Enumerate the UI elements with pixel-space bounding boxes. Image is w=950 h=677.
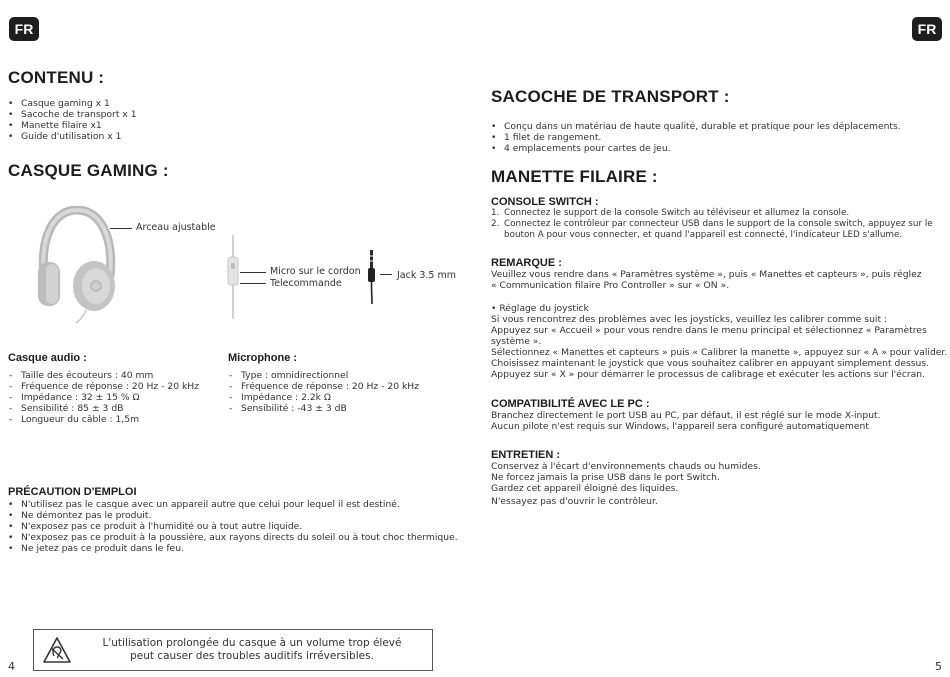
- list-item: - Taille des écouteurs : 40 mm: [8, 370, 199, 381]
- warning-line-1: L'utilisation prolongée du casque à un volume trop élevé: [102, 637, 402, 649]
- language-badge-right: FR: [912, 17, 942, 41]
- remarque-title: REMARQUE :: [491, 257, 562, 269]
- list-item: - Sensibilité : -43 ± 3 dB: [228, 403, 419, 414]
- telecommande-leader-line: [240, 283, 266, 284]
- list-item: • Sacoche de transport x 1: [8, 109, 137, 120]
- sacoche-title: SACOCHE DE TRANSPORT :: [491, 87, 730, 106]
- list-item: • N'exposez pas ce produit à l'humidité ou à tout autre liquide.: [8, 521, 458, 532]
- micro-label: Micro sur le cordon: [270, 266, 361, 277]
- list-item: • Casque gaming x 1: [8, 98, 137, 109]
- mic-cable-illustration: [224, 235, 246, 319]
- list-item: - Impédance : 2.2k Ω: [228, 392, 419, 403]
- arceau-label: Arceau ajustable: [136, 222, 216, 233]
- list-item: • N'utilisez pas le casque avec un appareil autre que celui pour lequel il est destiné.: [8, 499, 458, 510]
- remarque-text: Veuillez vous rendre dans « Paramètres système », puis « Manettes et capteurs », puis réglez « Communication filaire Pro Controller » sur « ON ».: [491, 269, 922, 291]
- console-switch-steps: [491, 208, 933, 241]
- arceau-leader-line: [110, 228, 132, 229]
- jack-label: Jack 3.5 mm: [397, 270, 457, 281]
- contenu-title: CONTENU :: [8, 68, 105, 87]
- list-item: • Manette filaire x1: [8, 120, 137, 131]
- entretien-title: ENTRETIEN :: [491, 449, 561, 461]
- page-number-right: 5: [935, 660, 942, 673]
- headset-illustration: [36, 206, 118, 324]
- casque-gaming-title: CASQUE GAMING :: [8, 161, 169, 180]
- list-item: - Sensibilité : 85 ± 3 dB: [8, 403, 199, 414]
- page-number-left: 4: [8, 660, 15, 673]
- contenu-list: [8, 98, 137, 142]
- precaution-title: PRÉCAUTION D'EMPLOI: [8, 486, 137, 498]
- list-item: - Fréquence de réponse : 20 Hz - 20 kHz: [8, 381, 199, 392]
- list-item: • Conçu dans un matériau de haute qualité, durable et pratique pour les déplacements.: [491, 121, 901, 132]
- sacoche-list: [491, 121, 901, 154]
- list-item: Connectez le contrôleur par connecteur USB dans le support de la console switch, appuyez sur le bouton A pour vous connecter, et quand l'appareil est connecté, l'indicateur LED s'allume.: [504, 219, 933, 240]
- casque-audio-specs: [8, 370, 199, 425]
- pc-text: Branchez directement le port USB au PC, par défaut, il est réglé sur le mode X-input. Aucun pilote n'est requis sur Windows, l'appareil sera configuré automatiquement: [491, 410, 881, 432]
- jack-leader-line: [380, 274, 392, 275]
- language-badge-left: FR: [9, 17, 39, 41]
- joystick-text: • Réglage du joystick Si vous rencontrez des problèmes avec les joysticks, veuillez les calibrer comme suit : Appuyez sur « Accueil » pour vous rendre dans le menu principal et sélectionnez « Paramètres système ». Sélectionnez « Manettes et capteurs » puis « Calibrer la manette », appuyez sur « A » pour valider. Choisissez maintenant le joystick que vous souhaitez calibrer en appuyant simplement dessus. Appuyez sur « X » pour démarrer le processus de calibrage et exécuter les actions sur l'écran.: [491, 303, 948, 380]
- list-item: • 1 filet de rangement.: [491, 132, 901, 143]
- manette-title: MANETTE FILAIRE :: [491, 167, 658, 186]
- list-item: - Type : omnidirectionnel: [228, 370, 419, 381]
- list-item: - Longueur du câble : 1,5m: [8, 414, 199, 425]
- list-item: • N'exposez pas ce produit à la poussière, aux rayons directs du soleil ou à tout choc thermique.: [8, 532, 458, 543]
- list-item: - Fréquence de réponse : 20 Hz - 20 kHz: [228, 381, 419, 392]
- pc-title: COMPATIBILITÉ AVEC LE PC :: [491, 398, 650, 410]
- micro-leader-line: [240, 272, 266, 273]
- hearing-warning-box: [33, 629, 433, 671]
- console-switch-title: CONSOLE SWITCH :: [491, 196, 599, 208]
- list-item: Connectez le support de la console Switch au téléviseur et allumez la console.: [504, 208, 850, 218]
- telecommande-label: Telecommande: [270, 278, 342, 289]
- precaution-list: [8, 499, 458, 554]
- casque-audio-title: Casque audio :: [8, 352, 87, 364]
- list-item: • 4 emplacements pour cartes de jeu.: [491, 143, 901, 154]
- jack-illustration: [364, 248, 380, 304]
- list-item: • Ne démontez pas le produit.: [8, 510, 458, 521]
- list-item: • Guide d'utilisation x 1: [8, 131, 137, 142]
- warning-line-2: peut causer des troubles auditifs irréversibles.: [130, 650, 374, 662]
- microphone-title: Microphone :: [228, 352, 298, 364]
- list-item: - Impédance : 32 ± 15 % Ω: [8, 392, 199, 403]
- entretien-text: Conservez à l'écart d'environnements chauds ou humides. Ne forcez jamais la prise USB dans le port Switch. Gardez cet appareil éloigné des liquides. N'essayez pas d'ouvrir le contrôleur.: [491, 461, 761, 507]
- hearing-warning-icon: [42, 636, 72, 664]
- microphone-specs: [228, 370, 419, 414]
- list-item: • Ne jetez pas ce produit dans le feu.: [8, 543, 458, 554]
